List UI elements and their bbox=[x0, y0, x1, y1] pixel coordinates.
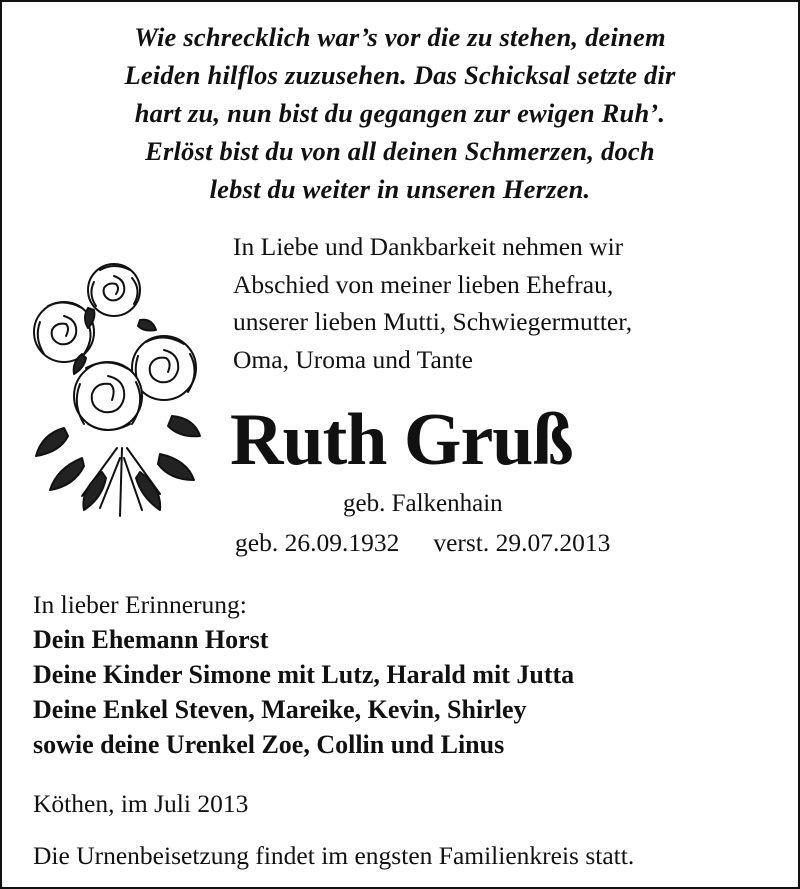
poem-line: hart zu, nun bist du gegangen zur ewigen Ruh’. bbox=[134, 98, 666, 128]
mourner-line: sowie deine Urenkel Zoe, Collin und Linus bbox=[33, 730, 505, 759]
memorial-poem bbox=[20, 18, 780, 208]
maiden-name: geb. Falkenhain bbox=[343, 490, 503, 517]
mourner-line: Dein Ehemann Horst bbox=[33, 625, 269, 654]
death-date: verst. 29.07.2013 bbox=[433, 528, 611, 557]
mourner-line: Deine Enkel Steven, Mareike, Kevin, Shirley bbox=[33, 695, 527, 724]
deceased-name: Ruth Gruß bbox=[230, 399, 573, 481]
mourner-line: Deine Kinder Simone mit Lutz, Harald mit Jutta bbox=[33, 660, 575, 689]
mourners-heading: In lieber Erinnerung: bbox=[33, 590, 247, 619]
intro-line: Abschied von meiner lieben Ehefrau, bbox=[233, 269, 614, 299]
mourners-list bbox=[33, 587, 793, 762]
intro-line: In Liebe und Dankbarkeit nehmen wir bbox=[233, 232, 624, 261]
intro-line: Oma, Uroma und Tante bbox=[233, 344, 473, 374]
poem-line: Leiden hilflos zuzusehen. Das Schicksal setzte dir bbox=[124, 60, 676, 90]
life-dates bbox=[235, 525, 610, 561]
place-date: Köthen, im Juli 2013 bbox=[33, 789, 249, 818]
farewell-intro bbox=[233, 228, 793, 378]
poem-line: Erlöst bist du von all deinen Schmerzen, doch bbox=[145, 136, 655, 166]
poem-line: lebst du weiter in unseren Herzen. bbox=[209, 174, 591, 204]
roses-bouquet-icon bbox=[22, 258, 202, 520]
poem-line: Wie schrecklich war’s vor die zu stehen, deinem bbox=[134, 22, 666, 52]
birth-date: geb. 26.09.1932 bbox=[235, 528, 400, 557]
burial-note: Die Urnenbeisetzung findet im engsten Familienkreis statt. bbox=[33, 841, 635, 870]
intro-line: unserer lieben Mutti, Schwiegermutter, bbox=[233, 307, 633, 336]
